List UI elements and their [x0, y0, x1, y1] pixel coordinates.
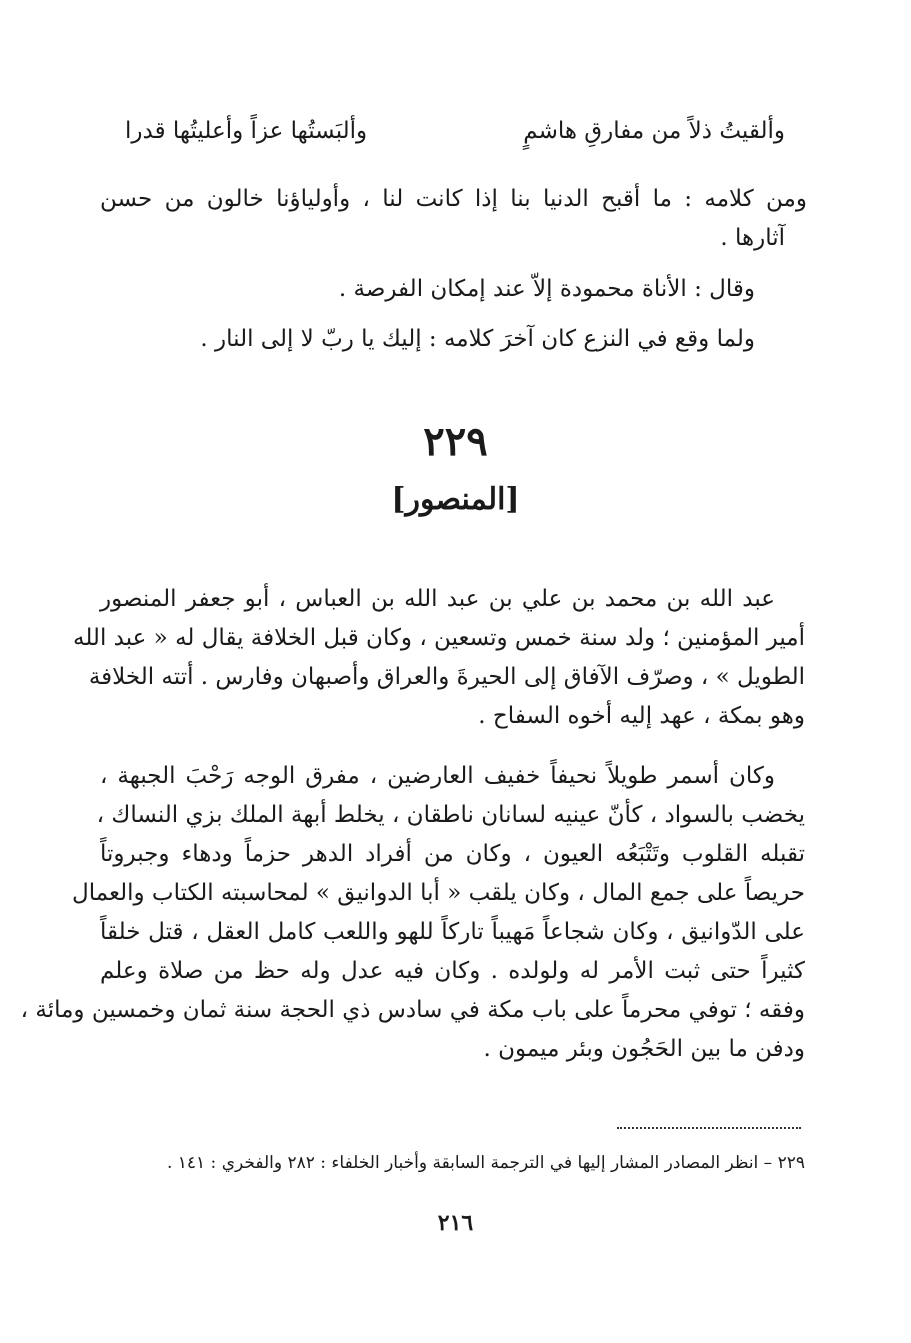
poem-right-hemistich: وألقيتُ ذلاً من مفارقِ هاشمٍ [523, 118, 785, 144]
poem-left-hemistich: وألبَستُها عزاً وأعليتُها قدرا [125, 118, 368, 144]
text-line: وفقه ؛ توفي محرماً على باب مكة في سادس ذي الحجة سنة ثمان وخمسين ومائة ، [20, 997, 805, 1023]
text-line: على الدّوانيق ، وكان شجاعاً مَهيباً تاركاً للهو واللعب كامل العقل ، قتل خلقاً [100, 919, 805, 945]
biography-paragraph-1 [72, 580, 805, 736]
text-line: أمير المؤمنين ؛ ولد سنة خمس وتسعين ، وكان قبل الخلافة يقال له « عبد الله [72, 625, 805, 651]
text-line: آثارها . [720, 225, 785, 251]
text-line: تقبله القلوب وتَتْبَعُه العيون ، وكان من أفراد الدهر حزماً ودهاء وجبروتاً [100, 841, 805, 867]
text-line: وقال : الأناة محمودة إلاّ عند إمكان الفرصة . [338, 276, 755, 302]
text-line: الطويل » ، وصرّف الآفاق إلى الحيرةَ والعراق وأصبهان وفارس . أتته الخلافة [88, 664, 805, 690]
text-line: ومن كلامه : ما أقبح الدنيا بنا إذا كانت لنا ، وأولياؤنا خالون من حسن [100, 186, 807, 212]
intro-paragraph-1 [100, 180, 807, 258]
biography-paragraph-2 [20, 757, 805, 1069]
poem-verse [125, 118, 785, 162]
page-number: ٢١٦ [437, 1210, 474, 1236]
intro-paragraph-3 [100, 320, 785, 359]
footnote: ٢٢٩ – انظر المصادر المشار إليها في الترجمة السابقة وأخبار الخلفاء : ٢٨٢ والفخري : ١٤١ . [166, 1153, 805, 1173]
entry-number: ٢٢٩ [423, 418, 488, 465]
intro-paragraph-2 [100, 270, 785, 309]
entry-title: [المنصور] [391, 482, 520, 517]
text-line: كثيراً حتى ثبت الأمر له ولولده . وكان فيه عدل وله حظ من صلاة وعلم [100, 958, 805, 984]
text-line: عبد الله بن محمد بن علي بن عبد الله بن العباس ، أبو جعفر المنصور [100, 586, 775, 612]
footnote-divider [617, 1127, 801, 1129]
text-line: يخضب بالسواد ، كأنّ عينيه لسانان ناطقان ، يخلط أبهة الملك بزي النساك ، [96, 802, 805, 828]
text-line: وكان أسمر طويلاً نحيفاً خفيف العارضين ، مفرق الوجه رَحْبَ الجبهة ، [100, 763, 775, 789]
text-line: ولما وقع في النزع كان آخرَ كلامه : إليك يا ربّ لا إلى النار . [200, 326, 755, 352]
text-line: ودفن ما بين الحَجُون وبئر ميمون . [483, 1036, 805, 1062]
text-line: حريصاً على جمع المال ، وكان يلقب « أبا الدوانيق » لمحاسبته الكتاب والعمال [72, 880, 805, 906]
text-line: وهو بمكة ، عهد إليه أخوه السفاح . [478, 703, 805, 729]
